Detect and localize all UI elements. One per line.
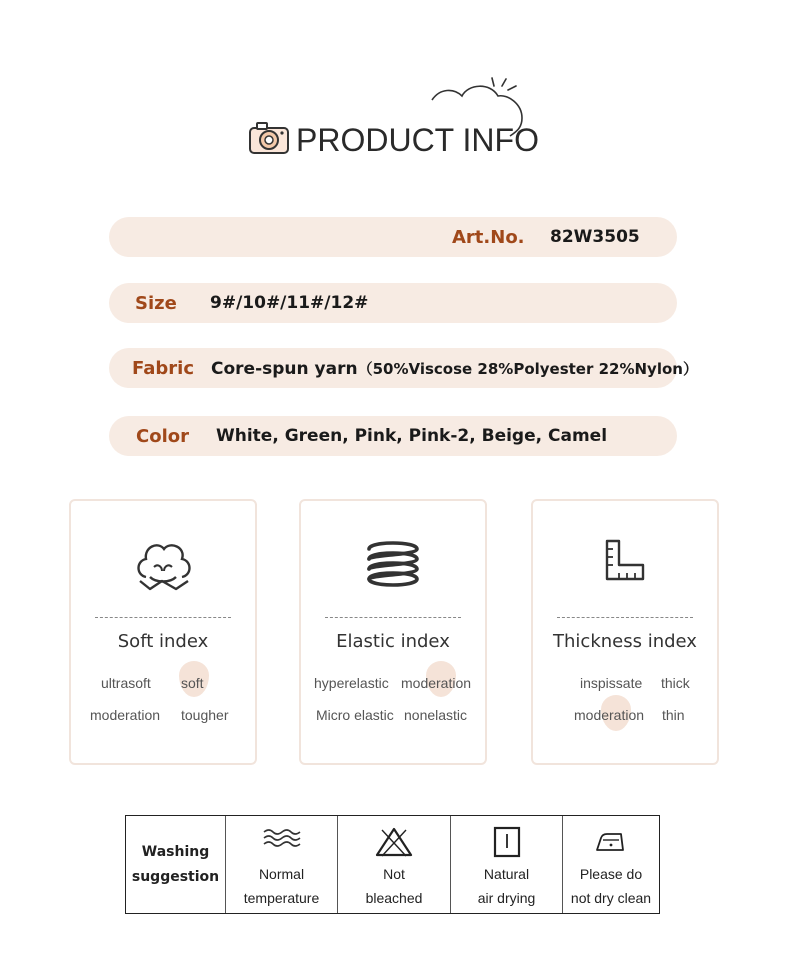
washing-item [451, 816, 563, 913]
option-hyperelastic: hyperelastic [314, 675, 389, 691]
washing-item-line1: Please do [579, 866, 643, 882]
washing-item [563, 816, 659, 913]
divider [557, 617, 693, 618]
color-row [109, 416, 677, 456]
art-no-value: 82W3505 [550, 227, 640, 247]
water-wave-icon [260, 826, 304, 850]
divider [95, 617, 231, 618]
washing-item-line1: Natural [483, 866, 530, 882]
color-value: White, Green, Pink, Pink-2, Beige, Camel [216, 426, 608, 446]
fabric-value [211, 358, 698, 379]
option-ultrasoft: ultrasoft [101, 675, 151, 691]
spring-icon [363, 537, 423, 593]
washing-label-cell [126, 816, 226, 913]
product-info-header [0, 70, 790, 180]
no-bleach-icon [374, 826, 414, 858]
option-soft: soft [181, 675, 204, 691]
option-micro-elastic: Micro elastic [316, 707, 394, 723]
option-thick: thick [661, 675, 690, 691]
washing-label-line2: suggestion [131, 869, 220, 885]
size-label: Size [135, 292, 177, 314]
option-moderation: moderation [401, 675, 472, 691]
index-title: Soft index [117, 631, 209, 652]
ruler-icon [603, 537, 647, 583]
camera-icon [248, 121, 290, 155]
washing-item-line2: bleached [365, 890, 423, 906]
washing-label-line1: Washing [141, 844, 210, 860]
fabric-main: Core-spun yarn [211, 358, 358, 379]
page-title: PRODUCT INFO [296, 122, 539, 158]
washing-item [226, 816, 338, 913]
option-moderation: moderation [90, 707, 161, 723]
line-dry-icon [492, 826, 522, 858]
art-no-label: Art.No. [452, 226, 525, 248]
washing-item-line1: Not [383, 866, 405, 882]
art-no-row [109, 217, 677, 257]
option-nonelastic: nonelastic [404, 707, 468, 723]
fabric-detail: （50%Viscose 28%Polyester 22%Nylon） [357, 359, 698, 378]
option-moderation: moderation [574, 707, 645, 723]
washing-item-line2: air drying [477, 890, 536, 906]
washing-suggestion-table [125, 815, 660, 914]
soft-index-card [69, 499, 257, 765]
elastic-index-card [299, 499, 487, 765]
washing-item-line2: temperature [243, 890, 320, 906]
washing-item-line1: Normal [258, 866, 305, 882]
fabric-row [109, 348, 698, 388]
size-row [109, 283, 677, 323]
option-thin: thin [662, 707, 685, 723]
option-inspissate: inspissate [580, 675, 643, 691]
washing-item-line2: not dry clean [570, 890, 652, 906]
index-title: Thickness index [553, 631, 697, 652]
fabric-label: Fabric [132, 357, 194, 379]
divider [325, 617, 461, 618]
size-value: 9#/10#/11#/12# [210, 293, 369, 313]
thickness-index-card [531, 499, 719, 765]
color-label: Color [136, 425, 189, 447]
washing-item [338, 816, 451, 913]
index-title: Elastic index [336, 631, 450, 652]
option-tougher: tougher [181, 707, 229, 723]
cotton-icon [132, 537, 194, 595]
iron-icon [593, 830, 629, 854]
